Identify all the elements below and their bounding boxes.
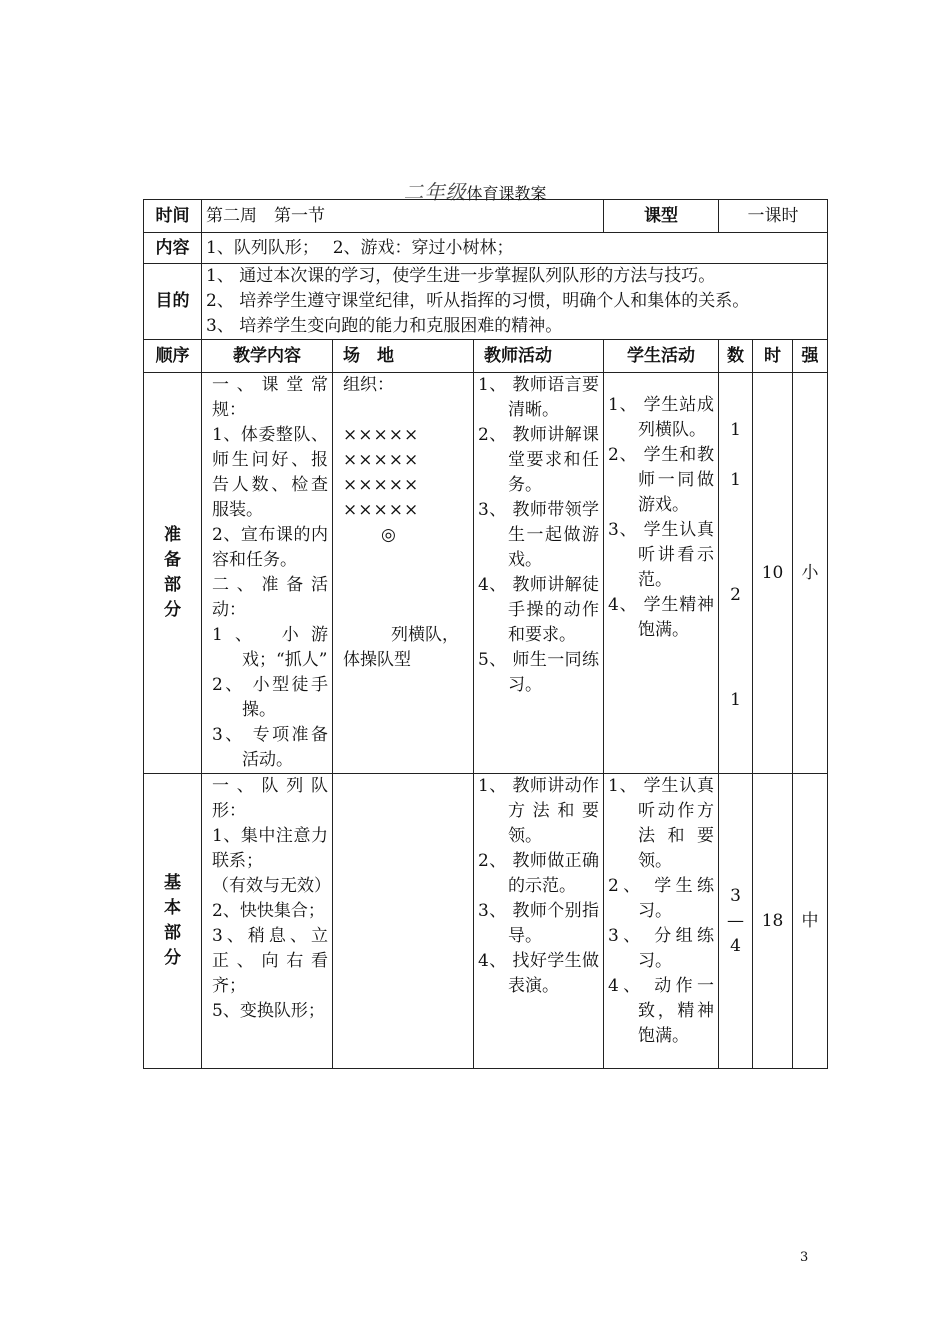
content-value: 1、队列队形； 2、游戏：穿过小树林； xyxy=(202,233,828,264)
list-item: 1、 教师讲动作方法和要领。 xyxy=(478,776,600,846)
prep-intensity: 小 xyxy=(793,373,828,774)
list-item: 1、 学生认真听动作方法和要领。 xyxy=(608,776,715,871)
count-value: 3 xyxy=(730,885,741,906)
col-count: 数 xyxy=(719,340,753,373)
count-value: 1 xyxy=(730,690,741,710)
site-note: 列横队，体操队型 xyxy=(343,625,459,670)
page-number: 3 xyxy=(800,1250,809,1265)
list-item: 3、 教师个别指导。 xyxy=(478,901,600,946)
site-org-label: 组织： xyxy=(343,375,394,395)
teacher-position-mark: ◎ xyxy=(381,525,396,545)
grade-handwritten: 二年级 xyxy=(403,180,467,204)
list-item: 一、课堂常规： xyxy=(212,375,328,420)
list-item: 1、 教师语言要清晰。 xyxy=(478,375,600,420)
prep-student xyxy=(604,373,719,774)
col-intensity: 强 xyxy=(793,340,828,373)
list-item: 2、 教师做正确的示范。 xyxy=(478,851,600,896)
count-value: 4 xyxy=(730,935,741,956)
col-order: 顺序 xyxy=(144,340,202,373)
type-value: 一课时 xyxy=(719,200,828,233)
basic-row xyxy=(144,774,828,1069)
list-item: 二、准备活动： xyxy=(212,575,328,620)
col-teacher: 教师活动 xyxy=(474,340,604,373)
list-item: 1、体委整队、师生问好、报告人数、检查服装。 xyxy=(212,425,328,520)
lesson-plan-table xyxy=(143,199,828,1069)
list-item: 一、队列队形： xyxy=(212,776,328,821)
title-text: 体育课教案 xyxy=(466,184,547,203)
formation-row: ××××× xyxy=(343,425,420,445)
count-value: — xyxy=(727,910,745,931)
goal-item: 3、 培养学生变向跑的能力和克服困难的精神。 xyxy=(206,316,563,336)
list-item: 3、 学生认真听讲看示范。 xyxy=(608,520,715,590)
goal-item: 1、 通过本次课的学习，使学生进一步掌握队列队形的方法与技巧。 xyxy=(206,266,716,286)
time-label: 时间 xyxy=(144,200,202,233)
count-value: 2 xyxy=(730,585,741,605)
list-item: 4、 动作一致，精神饱满。 xyxy=(608,976,715,1046)
type-label: 课型 xyxy=(604,200,719,233)
list-item: 2、宣布课的内容和任务。 xyxy=(212,525,328,570)
goal-label: 目的 xyxy=(144,264,202,340)
col-student: 学生活动 xyxy=(604,340,719,373)
content-label: 内容 xyxy=(144,233,202,264)
list-item: 3、 分组练习。 xyxy=(608,926,715,971)
col-content: 教学内容 xyxy=(202,340,333,373)
list-item: 4、 教师讲解徒手操的动作和要求。 xyxy=(478,575,600,645)
prep-row xyxy=(144,373,828,774)
count-value: 1 xyxy=(730,420,741,440)
prep-label: 准 备 部 分 xyxy=(144,373,202,774)
list-item: 5、 师生一同练习。 xyxy=(478,650,600,695)
list-item: 3、 教师带领学生一起做游戏。 xyxy=(478,500,600,570)
list-item: （有效与无效） xyxy=(212,876,331,896)
time-value: 第二周 第一节 xyxy=(202,200,604,233)
basic-counts xyxy=(719,774,753,1069)
basic-intensity: 中 xyxy=(793,774,828,1069)
list-item: 1、 学生站成 列横队。 xyxy=(608,395,715,440)
list-item: 2、 小型徒手操。 xyxy=(212,675,328,720)
formation-row: ××××× xyxy=(343,450,420,470)
basic-teacher xyxy=(474,774,604,1069)
basic-time: 18 xyxy=(753,774,793,1069)
list-item: 1、 小游戏；“抓人” xyxy=(212,625,328,670)
list-item: 1、集中注意力联系； xyxy=(212,826,328,871)
list-item: 2、 教师讲解课堂要求和任务。 xyxy=(478,425,600,495)
basic-content xyxy=(202,774,333,1069)
list-item: 2、快快集合； xyxy=(212,901,325,921)
prep-counts xyxy=(719,373,753,774)
goals-cell xyxy=(202,264,828,340)
col-site: 场 地 xyxy=(333,340,474,373)
formation-row: ××××× xyxy=(343,475,420,495)
list-item: 5、变换队形； xyxy=(212,1001,325,1021)
list-item: 2、 学生和教师一同做游戏。 xyxy=(608,445,715,515)
col-time: 时 xyxy=(753,340,793,373)
list-item: 3、稍息、立正、向右看齐； xyxy=(212,926,328,996)
formation-row: ××××× xyxy=(343,500,420,520)
list-item: 4、 学生精神饱满。 xyxy=(608,595,715,640)
prep-teacher xyxy=(474,373,604,774)
list-item: 4、 找好学生做表演。 xyxy=(478,951,600,996)
prep-site xyxy=(333,373,474,774)
formation-diagram xyxy=(343,423,469,523)
count-value: 1 xyxy=(730,470,741,490)
list-item: 2、 学生练习。 xyxy=(608,876,715,921)
basic-label: 基 本 部 分 xyxy=(144,774,202,1069)
list-item: 3、 专项准备活动。 xyxy=(212,725,328,770)
basic-site xyxy=(333,774,474,1069)
prep-content xyxy=(202,373,333,774)
prep-time: 10 xyxy=(753,373,793,774)
basic-student xyxy=(604,774,719,1069)
goal-item: 2、 培养学生遵守课堂纪律，听从指挥的习惯，明确个人和集体的关系。 xyxy=(206,291,750,311)
